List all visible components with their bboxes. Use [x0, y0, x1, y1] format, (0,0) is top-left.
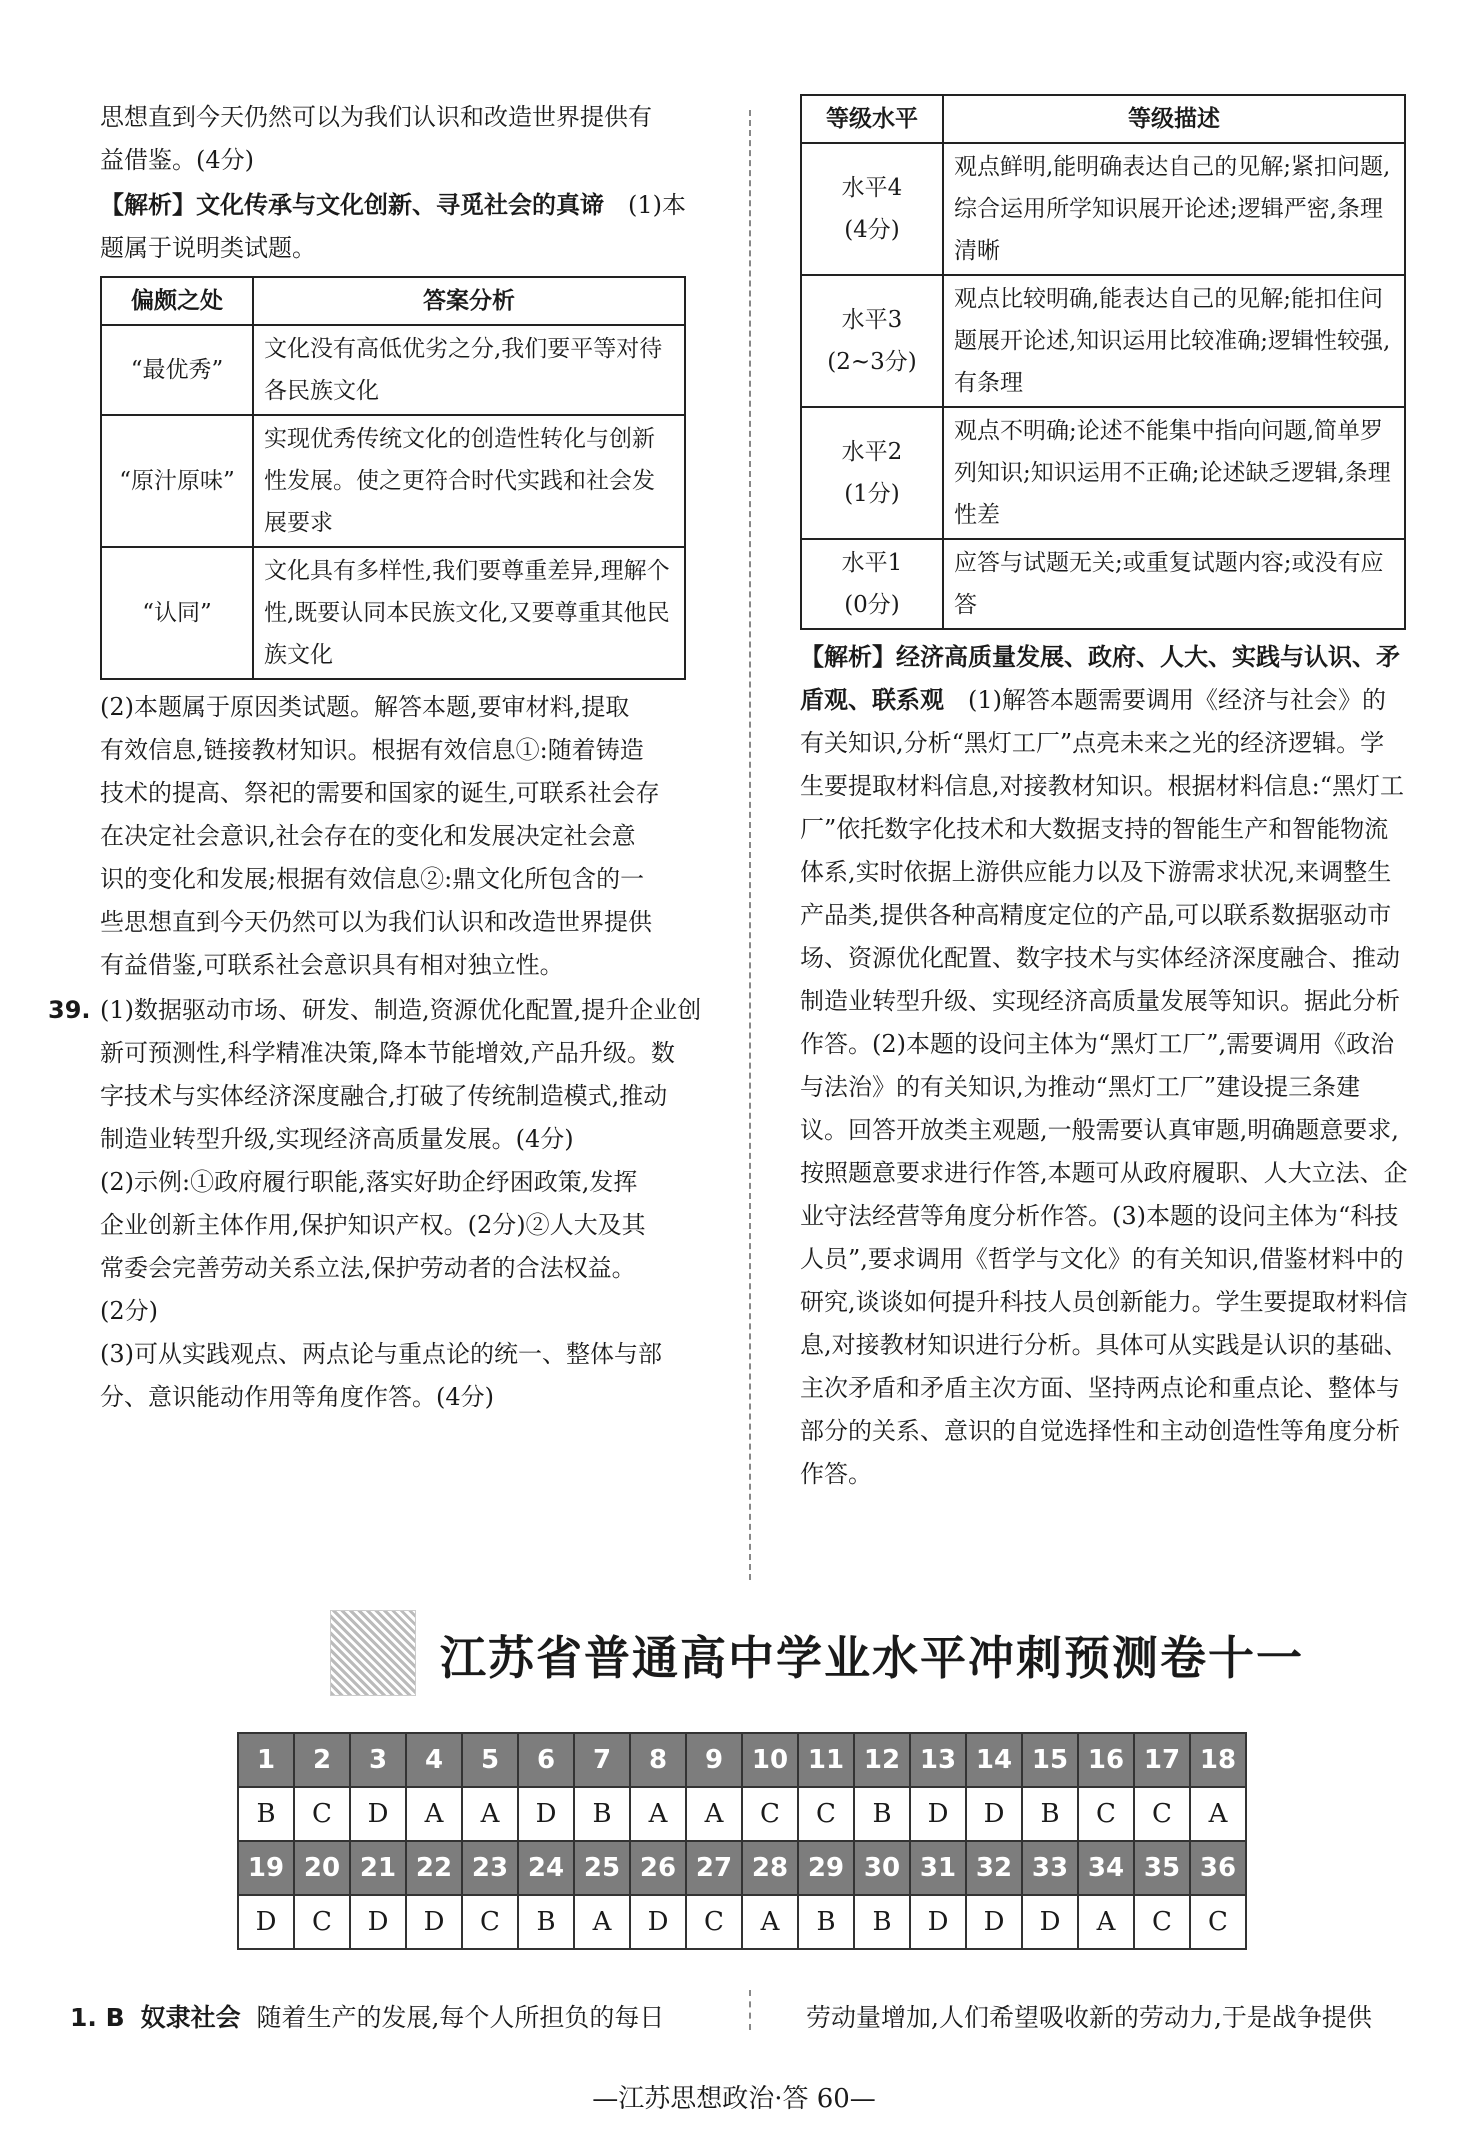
question-number-cell: 18: [1190, 1733, 1246, 1787]
answer-cell: B: [1022, 1787, 1078, 1841]
answer-cell: C: [798, 1787, 854, 1841]
q1-topic: 奴隶社会: [140, 2003, 241, 2032]
answer-cell: B: [238, 1787, 294, 1841]
answer-cell: D: [350, 1895, 406, 1949]
question-number-cell: 20: [294, 1841, 350, 1895]
answer-cell: B: [574, 1787, 630, 1841]
level-name: 水平4: [841, 175, 903, 201]
level-name: 水平1: [841, 550, 903, 576]
question-number-cell: 27: [686, 1841, 742, 1895]
table-cell: 文化具有多样性,我们要尊重差异,理解个性,既要认同本民族文化,又要尊重其他民族文化: [253, 547, 685, 679]
q1-number: 1. B: [70, 2003, 125, 2032]
table-cell: 观点鲜明,能明确表达自己的见解;紧扣问题,综合运用所学知识展开论述;逻辑严密,条理清晰: [943, 143, 1405, 275]
question-number-cell: 10: [742, 1733, 798, 1787]
question-number-cell: 24: [518, 1841, 574, 1895]
answer-cell: A: [686, 1787, 742, 1841]
q39-line: 新可预测性,科学精准决策,降本节能增效,产品升级。数: [100, 1039, 675, 1067]
question-number-cell: 6: [518, 1733, 574, 1787]
left-column: [48, 96, 740, 1419]
q39-line: (2)示例:①政府履行职能,落实好助企纾困政策,发挥: [100, 1168, 638, 1196]
column-divider: [749, 110, 751, 1580]
table-header: 等级描述: [943, 95, 1405, 143]
question-number-cell: 13: [910, 1733, 966, 1787]
answer-grid: [237, 1732, 1247, 1950]
table-cell: “最优秀”: [101, 325, 253, 415]
level-score: (0分): [844, 592, 900, 618]
answer-cell: B: [854, 1787, 910, 1841]
qr-code-icon: [330, 1610, 416, 1696]
question-number-cell: 25: [574, 1841, 630, 1895]
grade-table: [800, 94, 1406, 630]
q39-line: 字技术与实体经济深度融合,打破了传统制造模式,推动: [100, 1082, 668, 1110]
answer-cell: C: [1134, 1895, 1190, 1949]
table-row: [801, 143, 1405, 275]
table-row: [801, 407, 1405, 539]
analysis-topic: 经济高质量发展、政府、人大、实践与认识、矛盾观、联系观: [800, 643, 1400, 714]
question-number-cell: 16: [1078, 1733, 1134, 1787]
q39-line: (1)数据驱动市场、研发、制造,资源优化配置,提升企业创: [100, 996, 702, 1024]
right-analysis: [800, 636, 1408, 1496]
answer-cell: B: [518, 1895, 574, 1949]
question-number-cell: 29: [798, 1841, 854, 1895]
table-cell: “原汁原味”: [101, 415, 253, 547]
level-name: 水平3: [841, 307, 903, 333]
answer-cell: A: [1190, 1787, 1246, 1841]
question-number-cell: 19: [238, 1841, 294, 1895]
answer-cell: D: [910, 1787, 966, 1841]
table-header: 答案分析: [253, 277, 685, 325]
intro-line-2: 益借鉴。(4分): [100, 146, 254, 174]
answer-cell: B: [854, 1895, 910, 1949]
table-cell: 观点比较明确,能表达自己的见解;能扣住问题展开论述,知识运用比较准确;逻辑性较强,有条理: [943, 275, 1405, 407]
question-number-cell: 28: [742, 1841, 798, 1895]
level-score: (1分): [844, 481, 900, 507]
answer-cell: D: [966, 1787, 1022, 1841]
answer-cell: C: [462, 1895, 518, 1949]
table-row: [801, 539, 1405, 629]
level-score: (2~3分): [827, 349, 917, 375]
column-divider: [749, 1990, 751, 2030]
answer-cell: D: [1022, 1895, 1078, 1949]
analysis-label: 【解析】: [100, 191, 196, 219]
answer-number-row: [238, 1841, 1246, 1895]
question-number-cell: 36: [1190, 1841, 1246, 1895]
page-footer: —江苏思想政治·答 60—: [592, 2084, 876, 2114]
right-column: [800, 94, 1408, 1496]
q1-text: 随着生产的发展,每个人所担负的每日: [256, 2003, 665, 2032]
para2-line: (2)本题属于原因类试题。解答本题,要审材料,提取: [100, 693, 630, 721]
answer-cell: A: [1078, 1895, 1134, 1949]
question-number-cell: 21: [350, 1841, 406, 1895]
table-cell: “认同”: [101, 547, 253, 679]
question-number-cell: 32: [966, 1841, 1022, 1895]
question-number-cell: 35: [1134, 1841, 1190, 1895]
para2-line: 有益借鉴,可联系社会意识具有相对独立性。: [100, 951, 564, 979]
answer-cell: A: [630, 1787, 686, 1841]
q39-line: 企业创新主体作用,保护知识产权。(2分)②人大及其: [100, 1211, 646, 1239]
question-number-cell: 15: [1022, 1733, 1078, 1787]
table-row: [101, 415, 685, 547]
answer-cell: B: [798, 1895, 854, 1949]
table-row: [801, 275, 1405, 407]
answer-cell: A: [406, 1787, 462, 1841]
answer-cell: D: [238, 1895, 294, 1949]
analysis-topic: 文化传承与文化创新、寻觅社会的真谛: [196, 191, 604, 219]
question-number-cell: 1: [238, 1733, 294, 1787]
analysis-text: (1)解答本题需要调用《经济与社会》的有关知识,分析“黑灯工厂”点亮未来之光的经济逻辑。学生要提取材料信息,对接教材知识。根据材料信息:“黑灯工厂”依托数字化技术和大数据支持的智能生产和智能物流体系,实时依据上游供应能力以及下游需求状况,来调整生产品类,提供各种高精度定位的产品,可以联系数据驱动市场、资源优化配置、数字技术与实体经济深度融合、推动制造业转型升级、实现经济高质量发展等知识。据此分析作答。(2)本题的设问主体为“黑灯工厂”,需要调用《政治与法治》的有关知识,为推动“黑灯工厂”建设提三条建议。回答开放类主观题,一般需要认真审题,明确题意要求,按照题意要求进行作答,本题可从政府履职、人大立法、企业守法经营等角度分析作答。(3)本题的设问主体为“科技人员”,要求调用《哲学与文化》的有关知识,借鉴材料中的研究,谈谈如何提升科技人员创新能力。学生要提取材料信息,对接教材知识进行分析。具体可从实践是认识的基础、主次矛盾和矛盾主次方面、坚持两点论和重点论、整体与部分的关系、意识的自觉选择性和主动创造性等角度分析作答。: [800, 686, 1408, 1488]
table-header: 等级水平: [801, 95, 943, 143]
bottom-left-line: [70, 1998, 664, 2034]
question-number-cell: 2: [294, 1733, 350, 1787]
answer-cell: D: [518, 1787, 574, 1841]
section-title: 江苏省普通高中学业水平冲刺预测卷十一: [440, 1631, 1304, 1685]
question-number-cell: 5: [462, 1733, 518, 1787]
para2-line: 些思想直到今天仍然可以为我们认识和改造世界提供: [100, 908, 652, 936]
answer-cell: D: [910, 1895, 966, 1949]
answer-row: [238, 1895, 1246, 1949]
answer-cell: D: [966, 1895, 1022, 1949]
answer-cell: C: [1078, 1787, 1134, 1841]
answer-cell: C: [294, 1895, 350, 1949]
question-number-cell: 17: [1134, 1733, 1190, 1787]
answer-cell: A: [742, 1895, 798, 1949]
answer-row: [238, 1787, 1246, 1841]
culture-table: [100, 276, 686, 680]
answer-cell: C: [686, 1895, 742, 1949]
table-cell: 实现优秀传统文化的创造性转化与创新性发展。使之更符合时代实践和社会发展要求: [253, 415, 685, 547]
question-number-cell: 12: [854, 1733, 910, 1787]
table-cell: 观点不明确;论述不能集中指向问题,简单罗列知识;知识运用不正确;论述缺乏逻辑,条理性差: [943, 407, 1405, 539]
answer-cell: A: [462, 1787, 518, 1841]
q39-line: (3)可从实践观点、两点论与重点论的统一、整体与部: [100, 1340, 662, 1368]
para2-line: 在决定社会意识,社会存在的变化和发展决定社会意: [100, 822, 636, 850]
answer-cell: C: [742, 1787, 798, 1841]
answer-cell: D: [406, 1895, 462, 1949]
table-cell: 应答与试题无关;或重复试题内容;或没有应答: [943, 539, 1405, 629]
table-header: 偏颇之处: [101, 277, 253, 325]
question-number-cell: 23: [462, 1841, 518, 1895]
question-number-cell: 30: [854, 1841, 910, 1895]
question-number-cell: 33: [1022, 1841, 1078, 1895]
analysis-label: 【解析】: [800, 643, 896, 671]
level-score: (4分): [844, 217, 900, 243]
q39-line: 分、意识能动作用等角度作答。(4分): [100, 1383, 494, 1411]
question-number-cell: 22: [406, 1841, 462, 1895]
question-number-cell: 4: [406, 1733, 462, 1787]
answer-cell: C: [1190, 1895, 1246, 1949]
bottom-right-line: 劳动量增加,人们希望吸收新的劳动力,于是战争提供: [806, 2003, 1372, 2032]
answer-cell: A: [574, 1895, 630, 1949]
level-name: 水平2: [841, 439, 903, 465]
answer-cell: C: [1134, 1787, 1190, 1841]
question-number-cell: 7: [574, 1733, 630, 1787]
question-number-cell: 11: [798, 1733, 854, 1787]
question-number-cell: 34: [1078, 1841, 1134, 1895]
table-row: [101, 547, 685, 679]
question-number-cell: 8: [630, 1733, 686, 1787]
table-cell: 文化没有高低优劣之分,我们要平等对待各民族文化: [253, 325, 685, 415]
question-number-cell: 31: [910, 1841, 966, 1895]
intro-line-1: 思想直到今天仍然可以为我们认识和改造世界提供有: [100, 103, 652, 131]
q39-line: 常委会完善劳动关系立法,保护劳动者的合法权益。: [100, 1254, 636, 1282]
question-number-cell: 26: [630, 1841, 686, 1895]
answer-number-row: [238, 1733, 1246, 1787]
para2-line: 技术的提高、祭祀的需要和国家的诞生,可联系社会存: [100, 779, 660, 807]
question-number-cell: 9: [686, 1733, 742, 1787]
analysis-rest: (1)本: [604, 191, 686, 219]
para2-line: 有效信息,链接教材知识。根据有效信息①:随着铸造: [100, 736, 644, 764]
answer-cell: D: [350, 1787, 406, 1841]
analysis-heading: [100, 184, 740, 227]
question-number-cell: 3: [350, 1733, 406, 1787]
table-row: [101, 325, 685, 415]
q39-line: 制造业转型升级,实现经济高质量发展。(4分): [100, 1125, 574, 1153]
para2-line: 识的变化和发展;根据有效信息②:鼎文化所包含的一: [100, 865, 645, 893]
question-number: 39.: [48, 996, 91, 1024]
answer-cell: D: [630, 1895, 686, 1949]
q39-line: (2分): [100, 1297, 158, 1325]
analysis-line-2: 题属于说明类试题。: [100, 234, 316, 262]
answer-cell: C: [294, 1787, 350, 1841]
question-number-cell: 14: [966, 1733, 1022, 1787]
question-39: [48, 989, 740, 1419]
